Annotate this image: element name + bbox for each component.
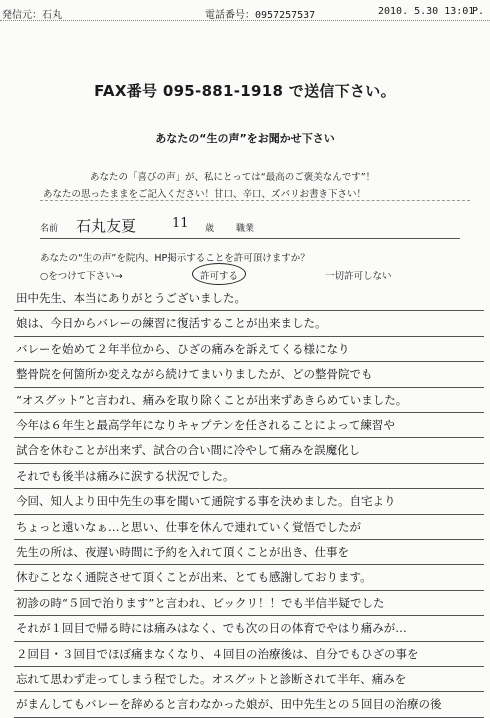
form-underline	[40, 238, 460, 239]
letter-line: 今回、知人より田中先生の事を聞いて通院する事を決めました。自宅より	[16, 494, 396, 509]
letter-line: 田中先生、本当にありがとうございました。	[16, 291, 246, 305]
fax-sender: 発信元：石丸	[2, 10, 62, 21]
permission-allow-option[interactable]: 許可する	[200, 271, 239, 282]
letter-line: 忘れて思わず走ってしまう程でした。オスグットと診断されて半年、痛みを	[16, 672, 407, 686]
permission-options	[0, 266, 490, 284]
fax-transmission-header	[0, 0, 490, 22]
fax-datetime: 2010. 5.30 13:01	[378, 6, 475, 17]
letter-line: 休むことなく通院させて頂くことが出来、とても感謝しております。	[16, 570, 372, 585]
name-field[interactable]: 石丸友夏	[76, 217, 137, 235]
name-label: 名前	[40, 224, 59, 234]
letter-line: ちょっと遠いなぁ…と思い、仕事を休んで連れていく覚悟でしたが	[16, 519, 361, 534]
permission-deny-option[interactable]: 一切許可しない	[325, 271, 392, 282]
letter-line: 初診の時“５回で治ります”と言われ、ビックリ！！でも半信半疑でした	[16, 595, 385, 610]
intro-line-2: あなたの思ったままをご記入ください！甘口、辛口、ズバリお書き下さい！	[43, 189, 367, 200]
letter-line: がまんしてもバレーを辞めると言わなかった娘が、田中先生との５回目の治療の後	[16, 697, 442, 712]
handwritten-letter	[0, 284, 490, 716]
age-label: 歳	[205, 224, 215, 234]
letter-line: 試合を休むことが出来ず、試合の合い間に冷やして痛みを誤魔化し	[16, 443, 361, 458]
permission-instruction: ○をつけて下さい→	[40, 271, 123, 282]
age-field[interactable]: 11	[172, 216, 189, 231]
letter-line: ２回目・３回目でほぼ痛まなくなり、４回目の治療後は、自分でもひざの事を	[16, 646, 419, 661]
intro-line-1: あなたの「喜びの声」が、私にとっては“最高のご褒美なんです”！	[90, 172, 376, 183]
letter-line: 整骨院を何箇所か変えながら続けてまいりましたが、どの整骨院でも	[16, 367, 373, 382]
header-divider	[0, 20, 490, 21]
section-title: あなたの“生の声”をお聞かせ下さい	[155, 132, 335, 145]
letter-line: バレーを始めて２年半位から、ひざの痛みを訴えてくる様になり	[16, 341, 350, 356]
job-label: 職業	[236, 224, 255, 234]
permission-question: あなたの“生の声”を院内、HP掲示することを許可頂けますか？	[40, 253, 310, 264]
fax-page-indicator: P.	[472, 6, 485, 17]
letter-line: それでも後半は痛みに涙する状況でした。	[16, 468, 235, 483]
letter-line: 今年は６年生と最高学年になりキャプテンを任されることによって練習や	[16, 418, 395, 432]
letter-line: それが１回目で帰る時には痛みはなく、でも次の日の体育でやはり痛みが…	[16, 621, 407, 636]
letter-line: 娘は、今日からバレーの練習に復活することが出来ました。	[16, 316, 327, 331]
name-age-job-row	[0, 212, 490, 242]
fax-phone-number: 電話番号：0957257537	[205, 10, 316, 21]
letter-line: “オスグット”と言われ、痛みを取り除くことが出来ずあきらめていました。	[16, 392, 408, 407]
fax-send-instruction: FAX番号 095-881-1918 で送信下さい。	[94, 82, 396, 100]
letter-line: 先生の所は、夜遅い時間に予約を入れて頂くことが出き、仕事を	[16, 545, 350, 559]
intro-divider	[40, 200, 470, 201]
